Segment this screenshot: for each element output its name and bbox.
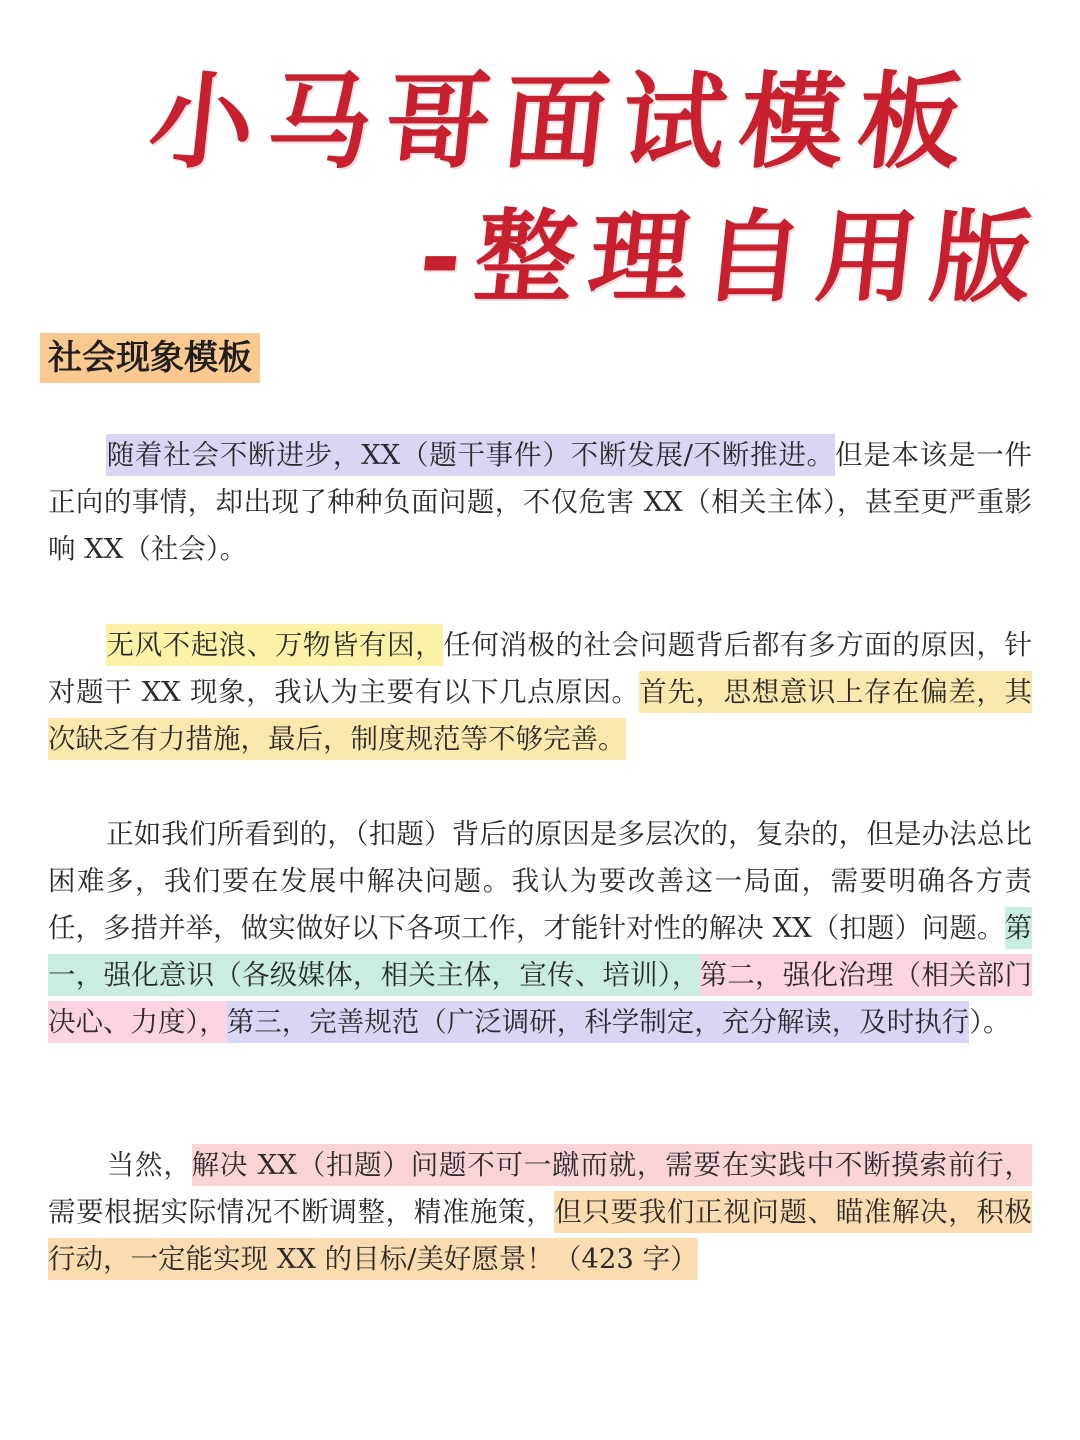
paragraph-4	[48, 1142, 1032, 1283]
paragraph-text: 但是本该是一件正向的事情，却出现了种种负面问题，不仅危害 XX（相关主体），甚至更严重影响 XX（社会）。	[48, 439, 1032, 565]
paragraph-text: 正如我们所看到的，（扣题）背后的原因是多层次的，复杂的，但是办法总比困难多，我们要在发展中解决问题。我认为要改善这一局面，需要明确各方责任，多措并举，做实做好以下各项工作，才能针对性的解决 XX（扣题）问题。	[48, 818, 1032, 944]
highlight-lavender: 第三，完善规范（广泛调研，科学制定，充分解读，及时执行	[227, 1001, 970, 1043]
paragraph-3	[48, 811, 1032, 1046]
paragraph-text: 当然，	[106, 1149, 192, 1181]
paragraph-text: ）。	[969, 1006, 1011, 1038]
highlight-amber: 首先，思想意识上存在偏差，其次缺乏有力措施，最后，制度规范等不够完善。	[48, 671, 1032, 760]
highlight-green: 第一，强化意识（各级媒体，相关主体，宣传、培训），	[48, 907, 1032, 996]
highlight-pink: 第二，强化治理（相关部门决心、力度），	[48, 954, 1032, 1043]
paragraph-1	[48, 432, 1032, 573]
section-heading: 社会现象模板	[40, 333, 260, 383]
highlight-rose: 解决 XX（扣题）问题不可一蹴而就，需要在实践中不断摸索前行，	[192, 1144, 1032, 1186]
paragraph-2	[48, 622, 1032, 763]
highlight-lavender: 随着社会不断进步，XX（题干事件）不断发展/不断推进。	[106, 434, 835, 476]
paragraph-text: 任何消极的社会问题背后都有多方面的原因，针对题干 XX 现象，我认为主要有以下几点原因。	[48, 629, 1033, 708]
page-title: 小马哥面试模板	[143, 61, 983, 183]
paragraph-text: 需要根据实际情况不断调整，精准施策，	[48, 1196, 555, 1228]
page-subtitle: -整理自用版	[413, 199, 1052, 316]
highlight-yellow: 无风不起浪、万物皆有因，	[106, 624, 443, 666]
highlight-orange: 但只要我们正视问题、瞄准解决，积极行动，一定能实现 XX 的目标/美好愿景！（423 字）	[48, 1191, 1032, 1280]
